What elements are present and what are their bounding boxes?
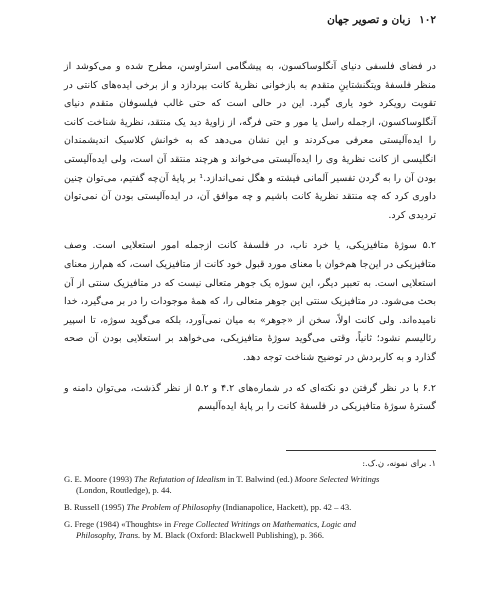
footnote-rule xyxy=(286,450,436,451)
reference-item: G. E. Moore (1993) The Refutation of Idealism in T. Balwind (ed.) Moore Selected Writings (London, Routledge), p. 44. xyxy=(64,474,380,495)
reference-item: B. Russell (1995) The Problem of Philosophy (Indianapolice, Hackett), pp. 42 – 43. xyxy=(64,502,352,512)
paragraph: ۶.۲ با در نظر گرفتن دو نکته‌ای که در شماره‌های ۴.۲ و ۵.۲ از نظر گذشت، می‌توان دامنه و گسترهٔ سوژهٔ متافیزیکی در فلسفهٔ کانت را بر پایهٔ ایده‌آلیسم xyxy=(64,382,437,413)
running-title: زبان و تصویر جهان xyxy=(327,14,411,26)
footnote-references xyxy=(64,474,436,547)
body-text xyxy=(64,58,436,417)
page-number: ۱۰۲ xyxy=(419,14,436,26)
footnote-intro: ۱. برای نمونه، ن.ک.: xyxy=(362,458,436,468)
reference-item: G. Frege (1984) «Thoughts» in Frege Collected Writings on Mathematics, Logic and Philosophy, Trans. by M. Black (Oxford: Blackwell Publishing), p. 366. xyxy=(64,519,357,540)
paragraph: ۵.۲ سوژهٔ متافیزیکی، یا خرد ناب، در فلسفهٔ کانت ازجمله امور استعلایی است. وصف متافیزیکی در این‌جا هم‌خوان با معنای مورد قبول خود کانت از متافیزیک است، که هم‌ارز معنای استعلایی است. به تعبیر دیگر، این سوژه یک جوهر متعالی نیست که در متافیزیک سنتی از آن بحث می‌شود. در متافیزیک سنتی این جوهر متعالی را، که همهٔ موجودات را در بر می‌گیرد، خدا نامیده‌اند. ولی کانت اولاً، سخن از «جوهر» به میان نمی‌آورد، بلکه می‌گوید سوژه، تا اسپیر رئالیسم نشود؛ ثانیاً، وقتی می‌گوید سوژهٔ متافیزیکی، می‌خواهد بر استعلایی بودن آن صحه گذارد و به کاربردش در توضیح شناخت توجه دهد. xyxy=(64,240,436,363)
paragraph: در فضای فلسفی دنیای آنگلوساکسون، به پیشگامی استراوسن، مطرح شده و می‌کوشد از منظر فلسفهٔ ویتگنشتاینِ متقدم به بازخوانی نظریهٔ کانت بپردازد و از برخی ایده‌های کانتی در تقویت رویکرد خود یاری گیرد. این در حالی است که حتی غالب فیلسوفان متقدم دنیای آنگلوساکسون، ازجمله راسل یا مور و حتی فرگه، از زاویهٔ دید یک منتقد، نظریهٔ شناخت کانت را ایده‌آلیستی معرفی می‌کردند و این نشان می‌دهد که به خوانش کلاسیک اندیشمندان انگلیسی از کانت نظریهٔ وی را ایده‌آلیستی می‌خواند و هرچند منتقد آن است، ولی ایده‌آلیستی بودن آن را به گردن تفسیر آلمانی فیشته و هگل نمی‌اندازد.¹ بر پایهٔ آن‌چه گفتیم، می‌توان چنین داوری کرد که چه منتقد نظریهٔ کانت باشیم و چه موافق آن، در ایده‌آلیستی بودن آن نمی‌توان تردیدی کرد. xyxy=(64,61,436,221)
running-header xyxy=(327,14,436,26)
